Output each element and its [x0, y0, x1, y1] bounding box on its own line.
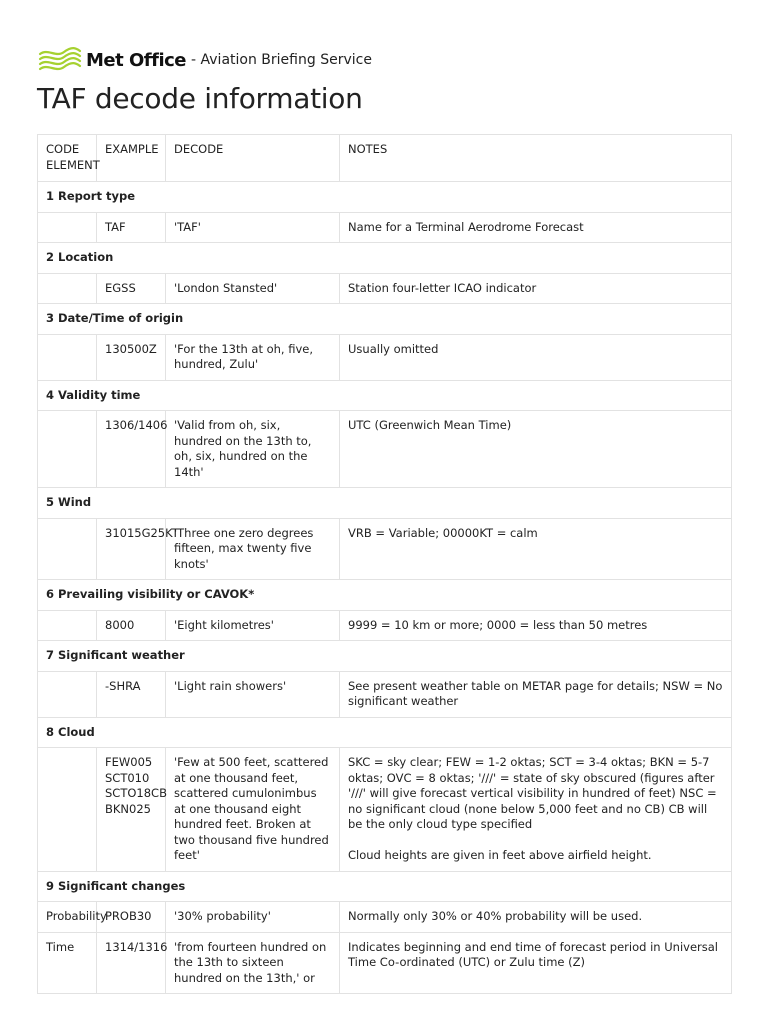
page-title: TAF decode information	[37, 82, 363, 115]
cell-code-element	[38, 518, 97, 580]
table-row	[38, 748, 732, 872]
service-name: - Aviation Briefing Service	[191, 52, 372, 68]
section-title: 7 Significant weather	[38, 641, 732, 672]
section-title: 3 Date/Time of origin	[38, 304, 732, 335]
cell-decode: 'London Stansted'	[166, 273, 340, 304]
cell-decode: 'Few at 500 feet, scattered at one thousand feet, scattered cumulonimbus at one thousand eight hundred feet. Broken at two thousand five hundred feet'	[166, 748, 340, 872]
cell-decode: 'Light rain showers'	[166, 671, 340, 717]
table-row	[38, 932, 732, 994]
cell-notes: UTC (Greenwich Mean Time)	[340, 411, 732, 488]
page-header	[38, 44, 372, 76]
table-row	[38, 334, 732, 380]
table-row	[38, 273, 732, 304]
section-title: 1 Report type	[38, 182, 732, 213]
section-row	[38, 641, 732, 672]
table-row	[38, 671, 732, 717]
cell-example: FEW005 SCT010 SCTO18CB BKN025	[97, 748, 166, 872]
cell-notes: Normally only 30% or 40% probability will be used.	[340, 902, 732, 933]
section-row	[38, 488, 732, 519]
section-title: 4 Validity time	[38, 380, 732, 411]
section-row	[38, 717, 732, 748]
cell-code-element	[38, 212, 97, 243]
cell-decode: 'Eight kilometres'	[166, 610, 340, 641]
cell-code-element	[38, 610, 97, 641]
cell-notes: 9999 = 10 km or more; 0000 = less than 50 metres	[340, 610, 732, 641]
table-row	[38, 902, 732, 933]
header-notes: NOTES	[340, 135, 732, 182]
section-title: 2 Location	[38, 243, 732, 274]
met-office-logo-icon	[38, 45, 82, 75]
paragraph-gap	[348, 833, 723, 848]
cell-notes: Name for a Terminal Aerodrome Forecast	[340, 212, 732, 243]
section-title: 8 Cloud	[38, 717, 732, 748]
table-row	[38, 518, 732, 580]
brand-name: Met Office	[86, 49, 187, 71]
cell-code-element: Probability	[38, 902, 97, 933]
cell-decode: 'Three one zero degrees fifteen, max twenty five knots'	[166, 518, 340, 580]
cell-decode: 'from fourteen hundred on the 13th to sixteen hundred on the 13th,' or	[166, 932, 340, 994]
cell-example: 1306/1406	[97, 411, 166, 488]
cell-notes: VRB = Variable; 00000KT = calm	[340, 518, 732, 580]
section-row	[38, 380, 732, 411]
cell-code-element	[38, 273, 97, 304]
header-example: EXAMPLE	[97, 135, 166, 182]
cell-notes: See present weather table on METAR page for details; NSW = No significant weather	[340, 671, 732, 717]
cell-code-element	[38, 671, 97, 717]
table-header-row	[38, 135, 732, 182]
section-row	[38, 243, 732, 274]
cell-decode: 'For the 13th at oh, five, hundred, Zulu'	[166, 334, 340, 380]
cell-decode: 'Valid from oh, six, hundred on the 13th to, oh, six, hundred on the 14th'	[166, 411, 340, 488]
cell-example: TAF	[97, 212, 166, 243]
section-title: 9 Significant changes	[38, 871, 732, 902]
cell-notes: Indicates beginning and end time of forecast period in Universal Time Co-ordinated (UTC) or Zulu time (Z)	[340, 932, 732, 994]
cell-notes: Station four-letter ICAO indicator	[340, 273, 732, 304]
cell-example: 31015G25KT	[97, 518, 166, 580]
cell-example: PROB30	[97, 902, 166, 933]
header-decode: DECODE	[166, 135, 340, 182]
cell-example: -SHRA	[97, 671, 166, 717]
table-row	[38, 411, 732, 488]
taf-decode-table	[37, 134, 732, 994]
notes-extra-text: Cloud heights are given in feet above airfield height.	[348, 847, 652, 862]
cell-code-element	[38, 748, 97, 872]
cell-decode: 'TAF'	[166, 212, 340, 243]
section-row	[38, 871, 732, 902]
cell-example: 130500Z	[97, 334, 166, 380]
cell-notes: Usually omitted	[340, 334, 732, 380]
cell-code-element	[38, 334, 97, 380]
cell-code-element: Time	[38, 932, 97, 994]
section-row	[38, 580, 732, 611]
section-title: 6 Prevailing visibility or CAVOK*	[38, 580, 732, 611]
header-code-element: CODE ELEMENT	[38, 135, 97, 182]
cell-example: EGSS	[97, 273, 166, 304]
cell-example: 1314/1316	[97, 932, 166, 994]
notes-text: SKC = sky clear; FEW = 1-2 oktas; SCT = 3-4 oktas; BKN = 5-7 oktas; OVC = 8 oktas; '///' = state of sky obscured (figures after '///' will give forecast vertical visibility in hundred of feet) NSC = no significant cloud (none below 5,000 feet and no CB) CB will be the only cloud type specified	[348, 755, 717, 831]
section-row	[38, 182, 732, 213]
cell-notes	[340, 748, 732, 872]
cell-example: 8000	[97, 610, 166, 641]
section-title: 5 Wind	[38, 488, 732, 519]
cell-decode: '30% probability'	[166, 902, 340, 933]
section-row	[38, 304, 732, 335]
table-row	[38, 212, 732, 243]
cell-code-element	[38, 411, 97, 488]
table-row	[38, 610, 732, 641]
